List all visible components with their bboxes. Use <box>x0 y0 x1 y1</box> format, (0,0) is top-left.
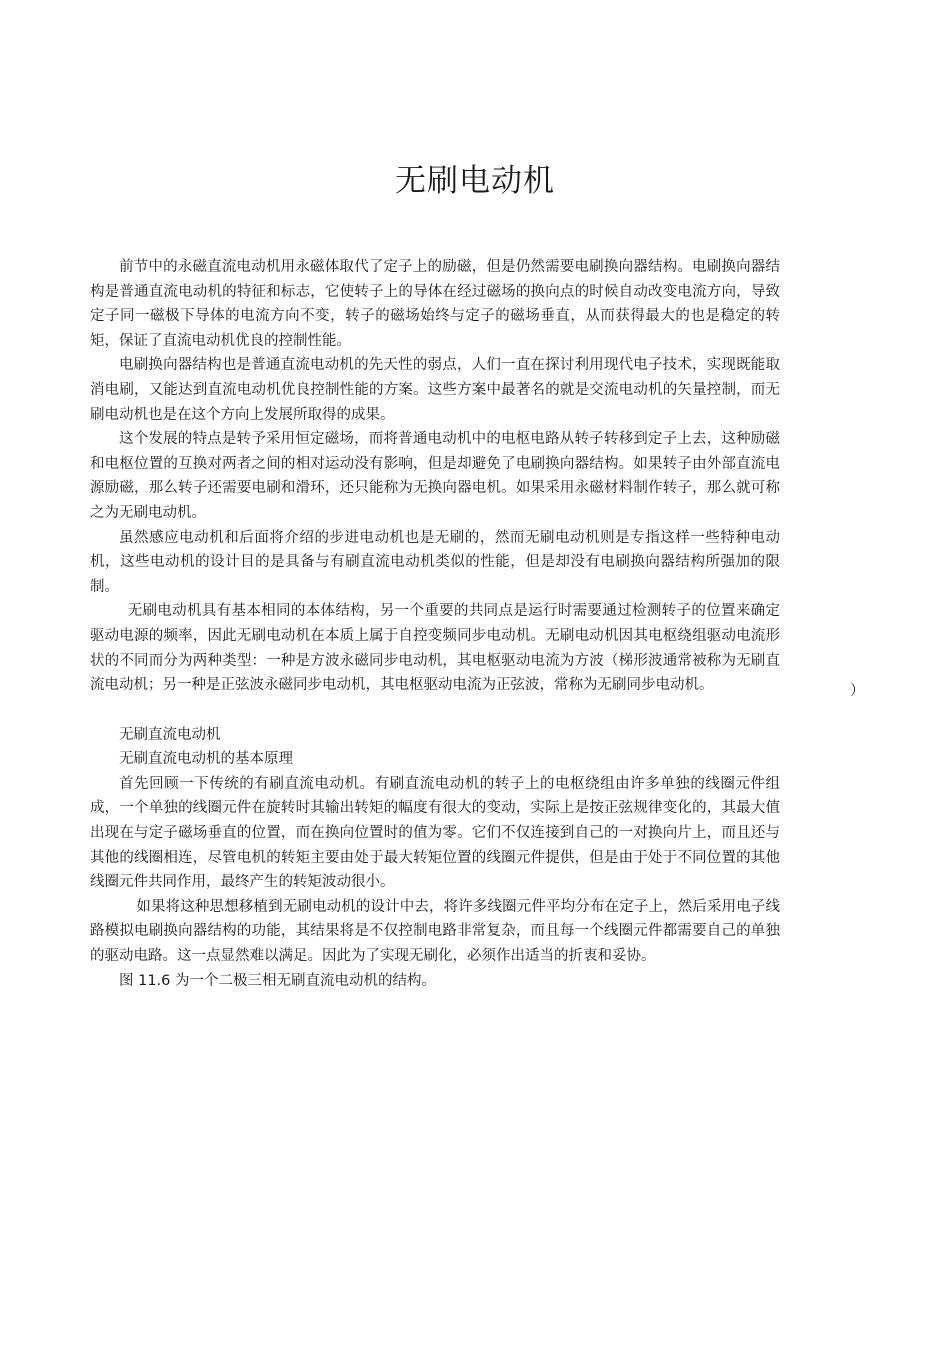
paragraph-7: 如果将这种思想移植到无刷电动机的设计中去，将许多线圈元件平均分布在定子上，然后采用电子线路模拟电刷换向器结构的功能，其结果将是不仅控制电路非常复杂，而且每一个线圈元件都需要自己的单独的驱动电路。这一点显然难以满足。因此为了实现无刷化，必须作出适当的折衷和妥协。 <box>90 898 780 965</box>
section-heading: 无刷直流电动机 <box>119 726 221 743</box>
paragraph-4: 虽然感应电动机和后面将介绍的步进电动机也是无刷的，然而无刷电动机则是专指这样一些特种电动机，这些电动机的设计目的是具备与有刷直流电动机类似的性能，但是却没有电刷换向器结构所强加的限制。 <box>90 529 780 595</box>
document-title: 无刷电动机 <box>395 163 555 199</box>
paragraph-5: 无刷电动机具有基本相同的本体结构，另一个重要的共同点是运行时需要通过检测转子的位置来确定驱动电源的频率，因此无刷电动机在本质上属于自控变频同步电动机。无刷电动机因其电枢绕组驱动电流形状的不同而分为两种类型：一种是方波永磁同步电动机，其电枢驱动电流为方波（梯形波通常被称为无刷直流电动机；另一种是正弦波永磁同步电动机，其电枢驱动电流为正弦波，常称为无刷同步电动机。 <box>90 603 780 694</box>
paragraph-3: 这个发展的特点是转予采用恒定磁场，而将普通电动机中的电枢电路从转子转移到定子上去，这种励磁和电枢位置的互换对两者之间的相对运动没有影响，但是却避免了电刷换向器结构。如果转子由外部直流电源励磁，那么转子还需要电刷和滑环，还只能称为无换向器电机。如果采用永磁材料制作转子，那么就可称之为无刷电动机。 <box>90 431 780 521</box>
paragraph-6: 首先回顾一下传统的有刷直流电动机。有刷直流电动机的转子上的电枢绕组由许多单独的线圈元件组成，一个单独的线圈元件在旋转时其输出转矩的幅度有很大的变动，实际上是按正弦规律变化的，其最大值出现在与定子磁场垂直的位置，而在换向位置时的值为零。它们不仅连接到自己的一对换向片上，而且还与其他的线圈相连，尽管电机的转矩主要由处于最大转矩位置的线圈元件提供，但是由于处于不同位置的其他线圈元件共同作用，最终产生的转矩波动很小。 <box>90 775 780 891</box>
closing-parenthesis: ） <box>850 683 865 699</box>
paragraph-2: 电刷换向器结构也是普通直流电动机的先天性的弱点，人们一直在探讨利用现代电子技术，实现既能取消电刷，又能达到直流电动机优良控制性能的方案。这些方案中最著名的就是交流电动机的矢量控制，而无刷电动机也是在这个方向上发展所取得的成果。 <box>90 357 780 423</box>
figure-caption-line: 图 11.6 为一个二极三相无刷直流电动机的结构。 <box>119 972 437 989</box>
section-spacer <box>90 698 780 723</box>
paragraph-1: 前节中的永磁直流电动机用永磁体取代了定子上的励磁，但是仍然需要电刷换向器结构。电刷换向器结构是普通直流电动机的特征和标志，它使转子上的导体在经过磁场的换向点的时候自动改变电流方向，导致定子同一磁极下导体的电流方向不变，转子的磁场始终与定子的磁场垂直，从而获得最大的也是稳定的转矩，保证了直流电动机优良的控制性能。 <box>90 259 780 349</box>
document-body <box>90 255 780 993</box>
subsection-heading: 无刷直流电动机的基本原理 <box>119 751 293 768</box>
